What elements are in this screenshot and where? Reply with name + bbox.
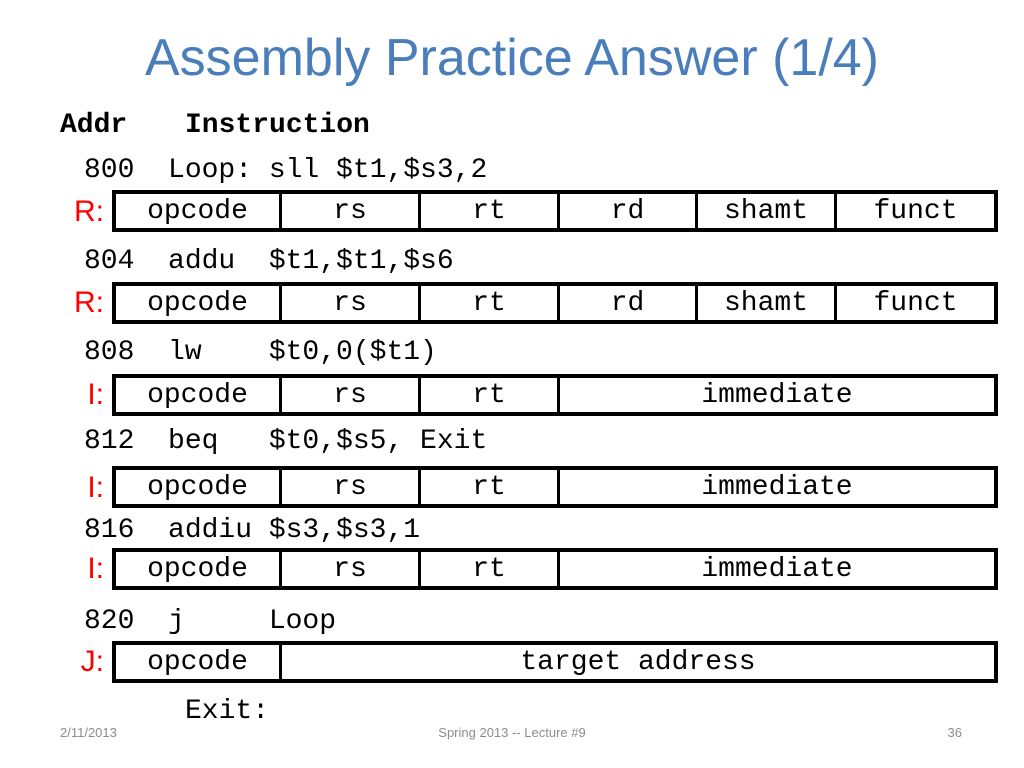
instruction-line-820: 820 j Loop [84,606,337,637]
field-rs: rs [282,194,421,228]
field-rs: rs [282,286,421,320]
field-rt: rt [421,470,560,504]
format-label-i: I: [87,552,104,585]
field-opcode: opcode [116,645,282,679]
slide-title: Assembly Practice Answer (1/4) [144,29,880,87]
instruction-header: Instruction [185,110,370,141]
field-shamt: shamt [698,286,837,320]
footer-date: 2/11/2013 [60,725,117,740]
field-funct: funct [873,195,958,227]
format-label-i: I: [87,378,104,411]
format-label-j: J: [80,645,104,678]
field-target-address: target address [520,646,756,678]
instruction-line-800: 800 Loop: sll $t1,$s3,2 [84,155,488,186]
i-format-box [112,466,998,508]
field-rt: rt [421,378,560,412]
instruction-line-808: 808 lw $t0,0($t1) [84,337,437,368]
field-shamt: shamt [698,194,837,228]
field-rt: rt [421,552,560,586]
field-rs: rs [282,470,421,504]
field-rd: rd [560,194,698,228]
r-format-box [112,190,998,232]
r-format-box [112,282,998,324]
field-funct: funct [873,287,958,319]
field-rs: rs [282,552,421,586]
field-rd: rd [560,286,698,320]
field-rt: rt [421,286,560,320]
instruction-line-804: 804 addu $t1,$t1,$s6 [84,246,454,277]
instruction-line-816: 816 addiu $s3,$s3,1 [84,515,421,546]
format-label-r: R: [74,195,104,228]
field-rs: rs [282,378,421,412]
i-format-box [112,374,998,416]
field-opcode: opcode [116,378,282,412]
addr-header: Addr [60,110,128,141]
instruction-line-812: 812 beq $t0,$s5, Exit [84,426,488,457]
j-format-box [112,641,998,683]
field-opcode: opcode [116,552,282,586]
field-rt: rt [421,194,560,228]
field-opcode: opcode [116,194,282,228]
format-label-r: R: [74,286,104,319]
footer-page-number: 36 [947,725,962,740]
i-format-box [112,548,998,590]
field-immediate: immediate [701,379,853,411]
field-opcode: opcode [116,286,282,320]
field-immediate: immediate [701,553,853,585]
format-label-i: I: [87,471,104,504]
field-immediate: immediate [701,471,853,503]
field-opcode: opcode [116,470,282,504]
exit-label: Exit: [185,696,270,727]
footer-course: Spring 2013 -- Lecture #9 [438,725,586,740]
